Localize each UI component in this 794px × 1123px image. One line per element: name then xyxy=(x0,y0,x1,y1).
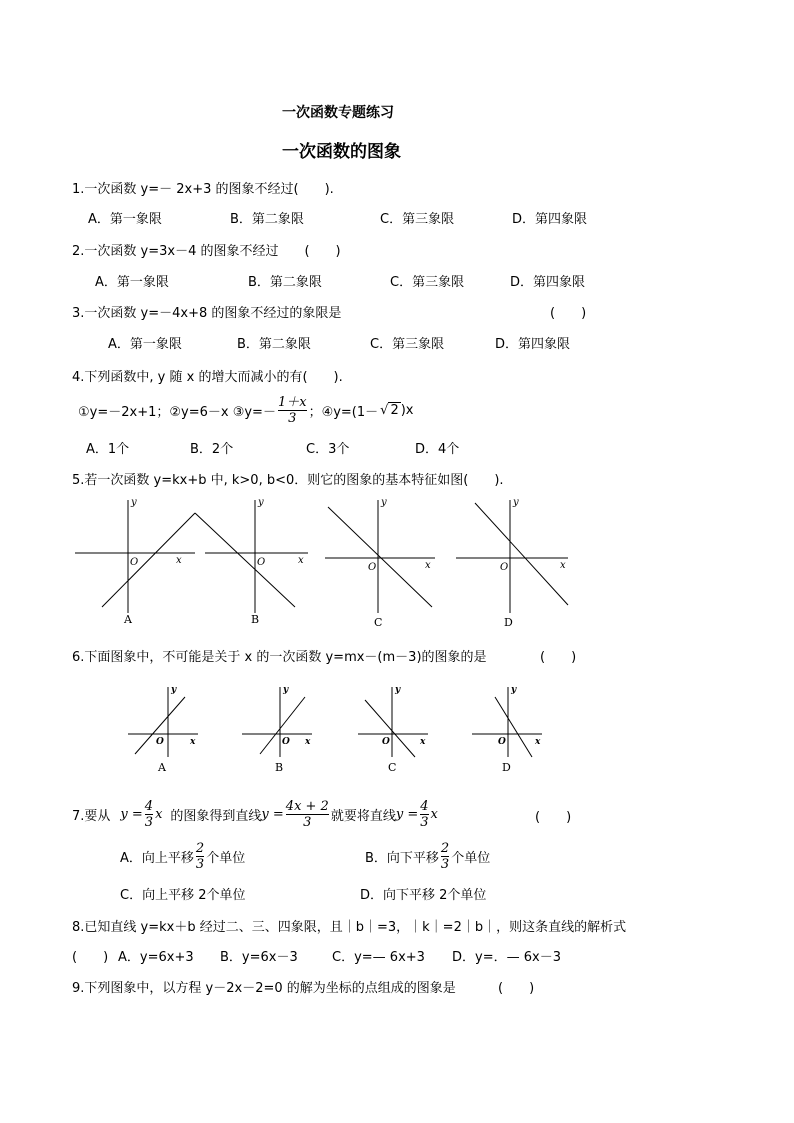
q4-f1: ①y=－2x+1；②y=6－x ③y=－ xyxy=(78,404,276,420)
q5-label-a: A xyxy=(124,613,132,626)
q5-d-line xyxy=(475,503,568,605)
page-subtitle: 一次函数专题练习 xyxy=(282,105,394,121)
q3-option-d[interactable]: D．第四象限 xyxy=(495,337,571,352)
q1-option-a[interactable]: A．第一象限 xyxy=(88,212,162,227)
q8-option-a[interactable]: A．y=6x+3 xyxy=(118,950,194,965)
q7-paren: ( ) xyxy=(535,810,572,825)
q7-x3: x xyxy=(430,806,438,822)
q4-f4a: ；④y=(1－ xyxy=(308,404,379,420)
q6-paren: ( ) xyxy=(540,650,577,665)
q7-option-a-post: 个单位 xyxy=(206,850,246,866)
q7-option-b-post: 个单位 xyxy=(451,850,491,866)
q5-a-y-label: y xyxy=(131,497,137,508)
q2-option-a[interactable]: A．第一象限 xyxy=(95,275,169,290)
q1-option-c[interactable]: C．第三象限 xyxy=(380,212,455,227)
q6-d-y-label: y xyxy=(511,685,517,695)
q2-option-c[interactable]: C．第三象限 xyxy=(390,275,465,290)
q5-c-x-label: x xyxy=(425,560,431,571)
q7-frac1 xyxy=(145,799,153,830)
q4-option-c[interactable]: C．3个 xyxy=(306,442,350,457)
q5-d-origin: O xyxy=(500,562,509,573)
q6-label-b: B xyxy=(275,761,284,774)
q5-label-b: B xyxy=(251,613,260,626)
q6-graphs xyxy=(120,682,560,777)
q7-option-a-frac xyxy=(196,841,204,872)
q7-option-a-pre: A．向上平移 xyxy=(120,850,194,866)
q6-c-line xyxy=(365,700,415,757)
q7-option-a[interactable] xyxy=(120,836,245,876)
q4-fraction xyxy=(278,395,307,426)
q7-option-a-den: 3 xyxy=(195,856,205,872)
q5-graphs xyxy=(70,495,580,640)
q7-option-d[interactable]: D．向下平移 2个单位 xyxy=(360,888,487,903)
q7-option-b-den: 3 xyxy=(440,856,450,872)
q7-option-b-num: 2 xyxy=(440,840,450,856)
q8-option-d[interactable]: D．y=．— 6x－3 xyxy=(452,950,561,965)
q1-option-d[interactable]: D．第四象限 xyxy=(512,212,588,227)
q5-c-y-label: y xyxy=(381,497,387,508)
q1-stem: 1.一次函数 y=－ 2x+3 的图象不经过( ). xyxy=(72,182,334,197)
q9-paren: ( ) xyxy=(498,981,535,996)
q4-frac-den: 3 xyxy=(278,410,307,426)
q6-c-origin: O xyxy=(382,737,390,747)
q5-d-x-label: x xyxy=(560,560,566,571)
page-title: 一次函数的图象 xyxy=(282,142,401,162)
q7-frac1-num: 4 xyxy=(144,798,154,814)
q5-c-origin: O xyxy=(368,562,377,573)
q5-c-line xyxy=(328,507,432,607)
q6-label-c: C xyxy=(388,761,397,774)
q6-label-d: D xyxy=(502,761,511,774)
q4-option-b[interactable]: B．2个 xyxy=(190,442,234,457)
q6-d-x-label: x xyxy=(535,737,541,747)
q6-b-y-label: y xyxy=(283,685,289,695)
q3-option-c[interactable]: C．第三象限 xyxy=(370,337,445,352)
q6-stem: 6.下面图象中，不可能是关于 x 的一次函数 y=mx－(m－3)的图象的是 xyxy=(72,650,487,665)
q7-option-b-pre: B．向下平移 xyxy=(365,850,439,866)
q6-d-origin: O xyxy=(498,737,506,747)
q7-x1: x xyxy=(155,806,163,822)
q5-stem: 5.若一次函数 y=kx+b 中, k>0, b<0．则它的图象的基本特征如图( ). xyxy=(72,473,504,488)
q6-a-origin: O xyxy=(156,737,164,747)
q5-b-origin: O xyxy=(257,557,266,568)
q5-d-y-label: y xyxy=(513,497,519,508)
q7-stem xyxy=(72,793,438,835)
q5-a-origin: O xyxy=(130,557,139,568)
q7-frac3-num: 4 xyxy=(420,798,429,814)
q5-label-c: C xyxy=(374,616,383,629)
q7-frac2-den: 3 xyxy=(286,814,329,830)
q6-b-x-label: x xyxy=(305,737,311,747)
q3-stem: 3.一次函数 y=－4x+8 的图象不经过的象限是 xyxy=(72,306,342,321)
q4-functions xyxy=(78,390,414,430)
q1-option-b[interactable]: B．第二象限 xyxy=(230,212,304,227)
q4-sqrt-arg: 2 xyxy=(390,402,399,418)
q7-mid: 的图象得到直线 xyxy=(170,808,262,824)
q2-option-d[interactable]: D．第四象限 xyxy=(510,275,586,290)
q2-option-b[interactable]: B．第二象限 xyxy=(248,275,322,290)
q7-y2: y = xyxy=(261,806,284,822)
q5-b-x-label: x xyxy=(298,555,304,566)
q7-frac2-num: 4x + 2 xyxy=(285,798,329,814)
q4-option-a[interactable]: A．1个 xyxy=(86,442,130,457)
q8-paren: ( ) xyxy=(72,950,109,965)
q7-frac3-den: 3 xyxy=(420,814,429,830)
q6-label-a: A xyxy=(158,761,166,774)
q6-c-y-label: y xyxy=(395,685,401,695)
q8-option-b[interactable]: B．y=6x－3 xyxy=(220,950,298,965)
q7-frac3 xyxy=(420,799,428,830)
q5-a-x-label: x xyxy=(176,555,182,566)
q7-mid2: 就要将直线 xyxy=(330,808,396,824)
q7-y3: y = xyxy=(395,806,419,822)
q9-stem: 9.下列图象中，以方程 y－2x－2=0 的解为坐标的点组成的图象是 xyxy=(72,981,456,996)
q5-label-d: D xyxy=(504,616,513,629)
q4-frac-num: 1＋x xyxy=(277,394,307,410)
q6-a-y-label: y xyxy=(171,685,177,695)
q4-option-d[interactable]: D．4个 xyxy=(415,442,460,457)
q3-option-b[interactable]: B．第二象限 xyxy=(237,337,311,352)
q7-option-c[interactable]: C．向上平移 2个单位 xyxy=(120,888,246,903)
q4-stem: 4.下列函数中, y 随 x 的增大而减小的有( ). xyxy=(72,370,343,385)
q3-paren: ( ) xyxy=(550,306,587,321)
q7-frac2 xyxy=(286,799,329,830)
q8-option-c[interactable]: C．y=— 6x+3 xyxy=(332,950,425,965)
q7-option-b[interactable] xyxy=(365,836,490,876)
q5-b-line xyxy=(195,513,295,607)
q8-stem: 8.已知直线 y=kx＋b 经过二、三、四象限，且｜b｜=3，｜k｜=2｜b｜，则这条直线的解析式 xyxy=(72,920,627,935)
q7-pre: 7.要从 xyxy=(72,808,111,824)
q6-b-origin: O xyxy=(282,737,290,747)
q7-option-b-frac xyxy=(441,841,449,872)
q7-frac1-den: 3 xyxy=(144,814,154,830)
q4-sqrt: √ 2 xyxy=(380,402,399,418)
q4-f4b: )x xyxy=(400,402,414,418)
q7-option-a-num: 2 xyxy=(195,840,205,856)
q7-y1: y = xyxy=(120,806,143,822)
q2-stem: 2.一次函数 y=3x－4 的图象不经过 ( ) xyxy=(72,244,341,259)
q3-option-a[interactable]: A．第一象限 xyxy=(108,337,182,352)
q5-b-y-label: y xyxy=(258,497,264,508)
q6-c-x-label: x xyxy=(420,737,426,747)
q6-a-x-label: x xyxy=(190,737,196,747)
q6-d-line xyxy=(495,697,532,757)
